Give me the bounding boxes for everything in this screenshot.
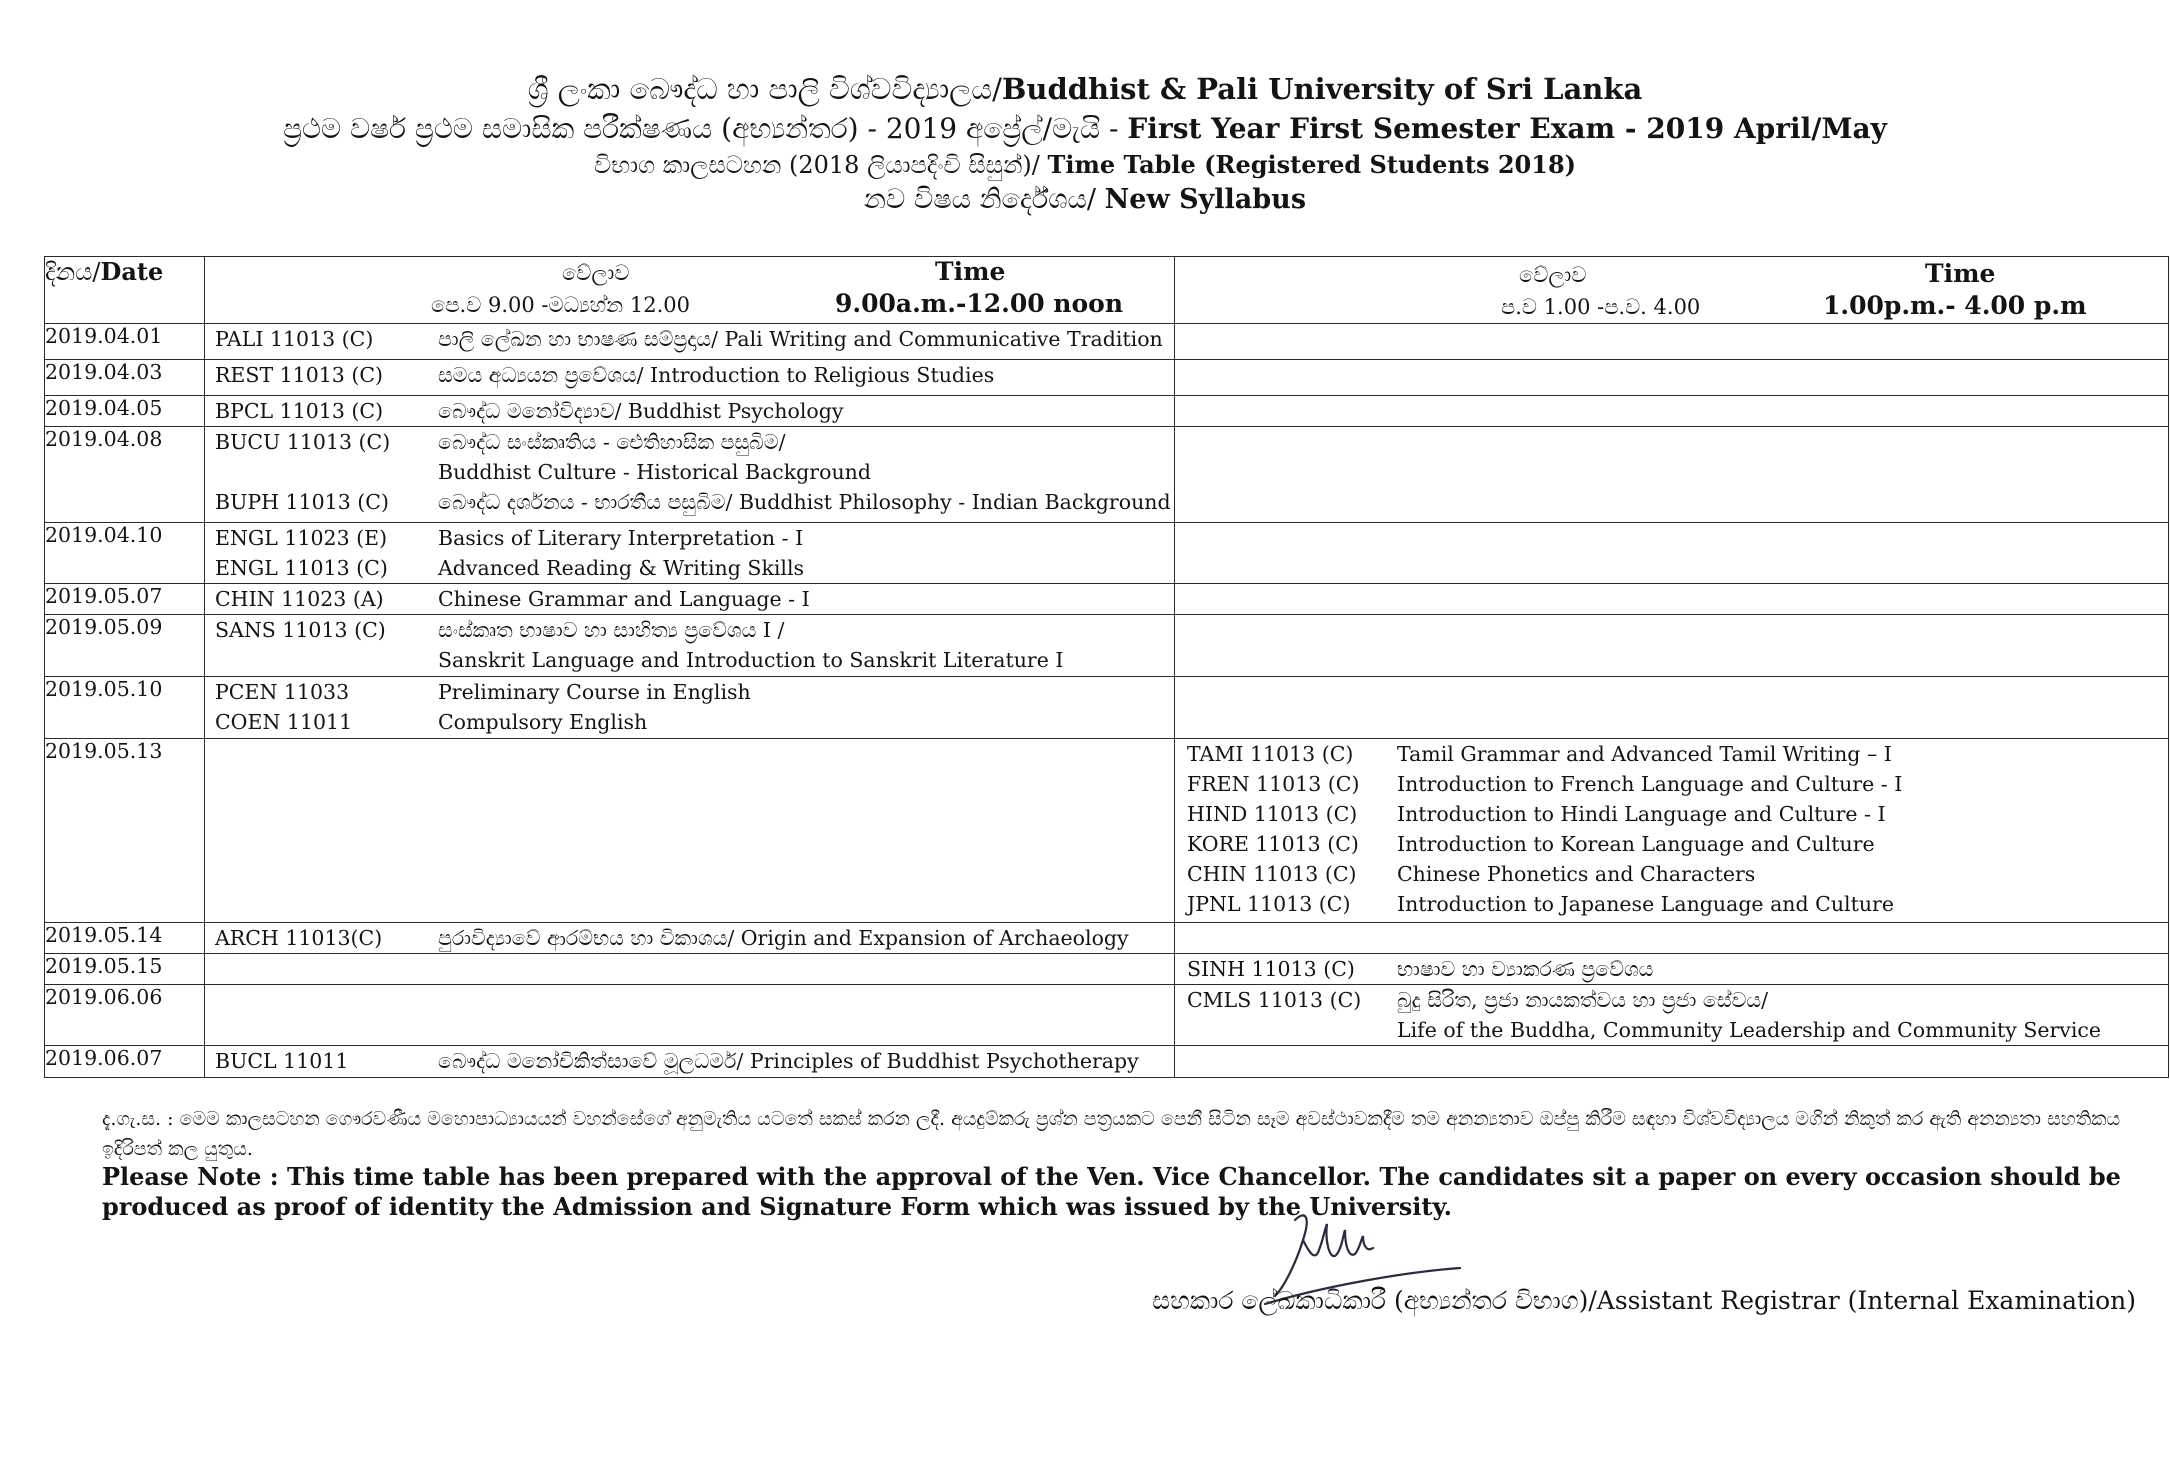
afternoon-session-cell <box>1175 615 2169 677</box>
course-entry <box>205 487 1174 517</box>
course-code: ENGL 11023 (E) <box>215 526 388 550</box>
course-entry <box>1175 889 2168 919</box>
afternoon-session-cell <box>1175 985 2169 1046</box>
syllabus-label <box>0 184 2170 216</box>
morning-session-cell <box>205 360 1175 396</box>
afternoon-session-cell <box>1175 396 2169 427</box>
course-code: PALI 11013 (C) <box>215 327 374 351</box>
course-code: REST 11013 (C) <box>215 363 384 387</box>
exam-title <box>0 112 2170 146</box>
course-code: ENGL 11013 (C) <box>215 556 388 580</box>
course-title: Preliminary Course in English <box>438 680 751 704</box>
exam-date-cell: 2019.05.09 <box>45 615 205 677</box>
afternoon-session-cell <box>1175 523 2169 584</box>
course-entry <box>205 923 1174 953</box>
course-code: KORE 11013 (C) <box>1187 832 1359 856</box>
morning-column-header <box>205 257 1175 324</box>
morning-session-cell <box>205 584 1175 615</box>
timetable-subtitle-english: Time Table (Registered Students 2018) <box>1047 150 1577 179</box>
course-title: බෞද්ධ මනෝචිකිත්සාවේ මූලධර්ම/ Principles of Buddhist Psychotherapy <box>438 1049 1139 1073</box>
afternoon-session-cell <box>1175 923 2169 954</box>
course-code: CMLS 11013 (C) <box>1187 988 1362 1012</box>
course-code: BUCU 11013 (C) <box>215 430 391 454</box>
course-title: Sanskrit Language and Introduction to Sanskrit Literature I <box>438 648 1064 672</box>
course-entry <box>1175 739 2168 769</box>
university-title-english: Buddhist & Pali University of Sri Lanka <box>1001 72 1643 106</box>
afternoon-column-header <box>1175 257 2169 324</box>
course-title: පාලි ලේඛන හා භාෂණ සම්ප්‍රදාය/ Pali Writing and Communicative Tradition <box>438 327 1163 351</box>
exam-title-english: First Year First Semester Exam - 2019 April/May <box>1127 112 1887 145</box>
course-code: CHIN 11023 (A) <box>215 587 384 611</box>
course-entry <box>1175 829 2168 859</box>
course-entry <box>205 615 1174 645</box>
university-title <box>0 72 2170 107</box>
afternoon-session-cell <box>1175 677 2169 739</box>
afternoon-time-label-sinhala: වේලාව <box>1519 263 1587 287</box>
exam-date-cell: 2019.05.10 <box>45 677 205 739</box>
course-code: CHIN 11013 (C) <box>1187 862 1357 886</box>
course-code: ARCH 11013(C) <box>215 926 383 950</box>
course-title: බුදු සිරිත, ප්‍රජා නායකත්වය හා ප්‍රජා සේවය/ <box>1397 988 1769 1012</box>
syllabus-label-sinhala: නව විෂය නිර්දේශය/ <box>863 184 1105 215</box>
course-entry <box>1175 985 2168 1015</box>
course-title: Advanced Reading & Writing Skills <box>438 556 805 580</box>
course-code: SINH 11013 (C) <box>1187 957 1355 981</box>
timetable-row <box>45 324 2169 360</box>
course-entry <box>1175 769 2168 799</box>
exam-date-cell: 2019.04.01 <box>45 324 205 360</box>
timetable-row <box>45 985 2169 1046</box>
afternoon-session-cell <box>1175 427 2169 523</box>
exam-date-cell: 2019.05.07 <box>45 584 205 615</box>
course-entry <box>1175 859 2168 889</box>
exam-date-cell: 2019.04.08 <box>45 427 205 523</box>
course-entry <box>205 457 1174 487</box>
morning-session-cell <box>205 985 1175 1046</box>
exam-title-sinhala: ප්‍රථම වර්ෂ ප්‍රථම සමාසික පරීක්ෂණය (අභ්‍යන්තර) - 2019 අප්‍රේල්/මැයි - <box>283 112 1128 145</box>
syllabus-label-english: New Syllabus <box>1104 184 1307 215</box>
course-entry <box>205 523 1174 553</box>
timetable-row <box>45 677 2169 739</box>
afternoon-time-label-english: Time <box>1925 259 1996 288</box>
course-code: PCEN 11033 <box>215 680 350 704</box>
course-title: බෞද්ධ දර්ශනය - භාරතීය පසුබිම/ Buddhist Philosophy - Indian Background <box>438 490 1171 514</box>
timetable <box>44 256 2169 1078</box>
morning-session-cell <box>205 739 1175 923</box>
course-entry <box>205 677 1174 707</box>
date-header-english: Date <box>100 257 164 286</box>
morning-session-cell <box>205 615 1175 677</box>
registrar-title: සහකාර ලේඛකාධිකාරී (අභ්‍යන්තර විභාග)/Assistant Registrar (Internal Examination) <box>1152 1286 2136 1315</box>
afternoon-session-cell <box>1175 324 2169 360</box>
timetable-body <box>45 324 2169 1078</box>
exam-date-cell: 2019.05.14 <box>45 923 205 954</box>
university-title-sinhala: ශ්‍රී ලංකා බෞද්ධ හා පාලි විශ්වවිද්‍යාලය/ <box>527 72 1002 106</box>
afternoon-session-cell <box>1175 954 2169 985</box>
morning-time-range-english: 9.00a.m.-12.00 noon <box>835 289 1124 318</box>
course-code: BUCL 11011 <box>215 1049 349 1073</box>
note-sinhala: දැ.ගැ.ස. : මෙම කාලසටහන ගෞරවණීය මහොපාධ්‍යායයන් වහන්සේගේ අනුමැතිය යටතේ සකස් කරන ලදී. අයදුම්කරු ප්‍රශ්න පත්‍රයකට පෙනී සිටින සෑම අවස්ථාවකදීම තම අනන්‍යතාව ඔප්පු කිරීම සඳහා විශ්වවිද්‍යාලය මගින් නිකුත් කර ඇති අනන්‍යතා සහතිකය ඉදිරිපත් කල යුතුය. <box>102 1108 2121 1160</box>
exam-date-cell: 2019.04.05 <box>45 396 205 427</box>
afternoon-session-cell <box>1175 584 2169 615</box>
timetable-row <box>45 615 2169 677</box>
course-entry <box>1175 1015 2168 1045</box>
afternoon-session-cell <box>1175 360 2169 396</box>
course-code: HIND 11013 (C) <box>1187 802 1358 826</box>
course-entry <box>205 427 1174 457</box>
timetable-subtitle-sinhala: විභාග කාලසටහන (2018 ලියාපදිංචි සිසුන්)/ <box>593 151 1048 179</box>
morning-session-cell <box>205 324 1175 360</box>
course-title: Chinese Phonetics and Characters <box>1397 862 1756 886</box>
exam-date-cell: 2019.04.03 <box>45 360 205 396</box>
course-title: Life of the Buddha, Community Leadership and Community Service <box>1397 1018 2102 1042</box>
course-title: Chinese Grammar and Language - I <box>438 587 810 611</box>
date-header-sinhala: දිනය/ <box>45 258 101 286</box>
morning-session-cell <box>205 396 1175 427</box>
course-entry <box>1175 799 2168 829</box>
exam-date-cell: 2019.06.07 <box>45 1046 205 1078</box>
afternoon-session-cell <box>1175 1046 2169 1078</box>
afternoon-time-range-english: 1.00p.m.- 4.00 p.m <box>1823 291 2087 320</box>
course-title: Introduction to Korean Language and Culture <box>1397 832 1875 856</box>
morning-session-cell <box>205 1046 1175 1078</box>
timetable-row <box>45 523 2169 584</box>
date-column-header <box>45 257 205 324</box>
course-entry <box>205 1046 1174 1076</box>
course-title: Tamil Grammar and Advanced Tamil Writing – I <box>1397 742 1892 766</box>
timetable-row <box>45 954 2169 985</box>
timetable-row <box>45 584 2169 615</box>
course-title: බෞද්ධ සංස්කෘතිය - ඓතිහාසික පසුබිම/ <box>438 430 786 454</box>
course-code: SANS 11013 (C) <box>215 618 386 642</box>
course-code: COEN 11011 <box>215 710 353 734</box>
exam-date-cell: 2019.05.15 <box>45 954 205 985</box>
course-entry <box>205 553 1174 583</box>
course-entry <box>205 396 1174 426</box>
timetable-header-row <box>45 257 2169 324</box>
course-title: සමය අධ්‍යයන ප්‍රවේශය/ Introduction to Religious Studies <box>438 363 995 387</box>
morning-session-cell <box>205 427 1175 523</box>
morning-time-range-sinhala: පෙ.ව 9.00 -මධ්‍යහ්න 12.00 <box>431 293 690 317</box>
course-title: පුරාවිද්‍යාවේ ආරම්භය හා විකාශය/ Origin and Expansion of Archaeology <box>438 926 1129 950</box>
course-entry <box>205 584 1174 614</box>
course-entry <box>205 324 1174 354</box>
timetable-row <box>45 427 2169 523</box>
course-code: BPCL 11013 (C) <box>215 399 384 423</box>
course-title: භාෂාව හා ව්‍යාකරණ ප්‍රවේශය <box>1397 957 1654 981</box>
course-entry <box>205 360 1174 390</box>
timetable-row <box>45 739 2169 923</box>
morning-time-label-english: Time <box>935 257 1006 286</box>
afternoon-time-range-sinhala: ප.ව 1.00 -ප.ව. 4.00 <box>1501 295 1701 319</box>
morning-session-cell <box>205 954 1175 985</box>
morning-time-label-sinhala: වේලාව <box>562 261 630 285</box>
course-title: සංස්කෘත භාෂාව හා සාහිත්‍ය ප්‍රවේශය I / <box>438 618 785 642</box>
course-entry <box>205 707 1174 737</box>
course-title: Introduction to Hindi Language and Culture - I <box>1397 802 1886 826</box>
timetable-row <box>45 923 2169 954</box>
course-entry <box>1175 954 2168 984</box>
course-title: Basics of Literary Interpretation - I <box>438 526 804 550</box>
course-title: Introduction to French Language and Culture - I <box>1397 772 1903 796</box>
timetable-row <box>45 396 2169 427</box>
exam-date-cell: 2019.05.13 <box>45 739 205 923</box>
morning-session-cell <box>205 523 1175 584</box>
course-entry <box>205 645 1174 675</box>
morning-session-cell <box>205 677 1175 739</box>
exam-date-cell: 2019.06.06 <box>45 985 205 1046</box>
course-title: Buddhist Culture - Historical Background <box>438 460 871 484</box>
course-title: Introduction to Japanese Language and Culture <box>1397 892 1894 916</box>
morning-session-cell <box>205 923 1175 954</box>
course-code: JPNL 11013 (C) <box>1187 892 1351 916</box>
course-title: බෞද්ධ මනෝවිද්‍යාව/ Buddhist Psychology <box>438 399 844 423</box>
timetable-row <box>45 360 2169 396</box>
note-english: Please Note : This time table has been prepared with the approval of the Ven. Vice Chancellor. The candidates sit a paper on every occasion should be produced as proof of identity the Admission and Signature Form which was issued by the University. <box>102 1162 2121 1221</box>
timetable-row <box>45 1046 2169 1078</box>
timetable-subtitle <box>0 150 2170 179</box>
course-title: Compulsory English <box>438 710 648 734</box>
exam-date-cell: 2019.04.10 <box>45 523 205 584</box>
course-code: BUPH 11013 (C) <box>215 490 389 514</box>
course-code: TAMI 11013 (C) <box>1187 742 1354 766</box>
course-code: FREN 11013 (C) <box>1187 772 1360 796</box>
afternoon-session-cell <box>1175 739 2169 923</box>
